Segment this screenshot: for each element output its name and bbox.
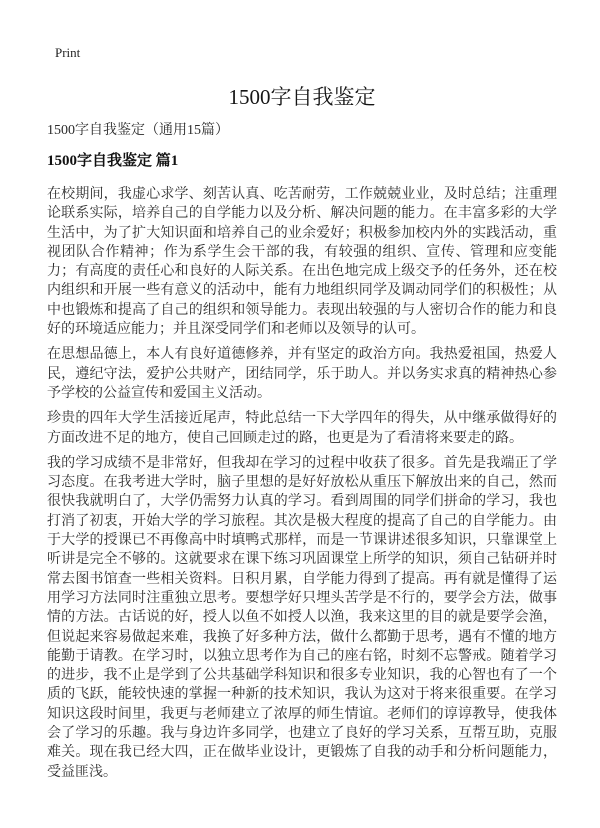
section-heading: 1500字自我鉴定 篇1 (47, 153, 179, 169)
page-title: 1500字自我鉴定 (228, 85, 376, 109)
print-button[interactable]: Print (55, 45, 81, 60)
paragraph: 我的学习成绩不是非常好，但我却在学习的过程中收获了很多。首先是我端正了学习态度。在我考进大学时，脑子里想的是好好放松从重压下解放出来的自己，然而很快我就明白了，大学仍需努力认真的学习。看到周围的同学们拼命的学习，我也打消了初衷，开始大学的学习旅程。其次是极大程度的提高了自己的自学能力。由于大学的授课已不再像高中时填鸭式那样，而是一节课讲述很多知识，只靠课堂上听讲是完全不够的。这就要求在课下练习巩固课堂上所学的知识，须自己钻研并时常去图书馆查一些相关资料。日积月累，自学能力得到了提高。再有就是懂得了运用学习方法同时注重独立思考。要想学好只埋头苦学是不行的，要学会方法，做事情的方法。古话说的好，授人以鱼不如授人以渔，我来这里的目的就是要学会渔，但说起来容易做起来难，我换了好多种方法，做什么都勤于思考，遇有不懂的地方能勤于请教。在学习时，以独立思考作为自己的座右铭，时刻不忘警戒。随着学习的进步，我不止是学到了公共基础学科知识和很多专业知识，我的心智也有了一个质的飞跃，能较快速的掌握一种新的技术知识，我认为这对于将来很重要。在学习知识这段时间里，我更与老师建立了浓厚的师生情谊。老师们的谆谆教导，使我体会了学习的乐趣。我与身边许多同学，也建立了良好的学习关系，互帮互助，克服难关。现在我已经大四，正在做毕业设计，更锻炼了自我的动手和分析问题能力，受益匪浅。 (47, 455, 557, 780)
paragraph: 珍贵的四年大学生活接近尾声，特此总结一下大学四年的得失，从中继承做得好的方面改进不足的地方，使自己回顾走过的路，也更是为了看清将来要走的路。 (47, 411, 557, 446)
paragraph: 在思想品德上，本人有良好道德修养，并有坚定的政治方向。我热爱祖国，热爱人民，遵纪守法，爱护公共财产，团结同学，乐于助人。并以务实求真的精神热心参予学校的公益宣传和爱国主义活动。 (47, 347, 557, 401)
document-subtitle: 1500字自我鉴定（通用15篇） (47, 123, 229, 138)
document-body (47, 185, 557, 782)
paragraph: 在校期间，我虚心求学、刻苦认真、吃苦耐劳，工作兢兢业业，及时总结；注重理论联系实际，培养自己的自学能力以及分析、解决问题的能力。在丰富多彩的大学生活中，为了扩大知识面和培养自己的业余爱好；积极参加校内外的实践活动，重视团队合作精神；作为系学生会干部的我，有较强的组织、宣传、管理和应变能力；有高度的责任心和良好的人际关系。在出色地完成上级交予的任务外，还在校内组织和开展一些有意义的活动中，能有力地组织同学及调动同学们的积极性；从中也锻炼和提高了自己的组织和领导能力。表现出较强的与人密切合作的能力和良好的环境适应能力；并且深受同学们和老师以及领导的认可。 (47, 187, 557, 338)
